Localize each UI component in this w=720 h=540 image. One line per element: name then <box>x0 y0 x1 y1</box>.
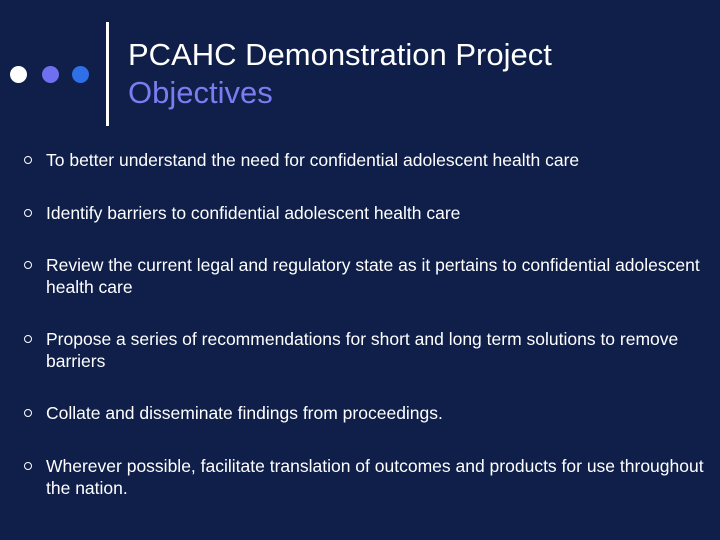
dot-blue <box>72 66 89 83</box>
slide-subtitle: Objectives <box>128 75 273 110</box>
bullet-text: To better understand the need for confidential adolescent health care <box>46 150 580 170</box>
slide-title: PCAHC Demonstration Project <box>128 37 552 72</box>
bullet-text: Review the current legal and regulatory state as it pertains to confidential adolescent health care <box>46 255 700 297</box>
decorative-dots <box>10 66 94 84</box>
bullet-text: Identify barriers to confidential adolescent health care <box>46 203 461 223</box>
title-block <box>128 36 552 112</box>
bullet-circle-icon <box>24 409 32 417</box>
bullet-circle-icon <box>24 335 32 343</box>
bullet-text: Wherever possible, facilitate translation of outcomes and products for use throughout the nation. <box>46 456 704 498</box>
bullet-text: Collate and disseminate findings from proceedings. <box>46 403 443 423</box>
title-divider <box>106 22 109 126</box>
bullet-circle-icon <box>24 209 32 217</box>
bullet-circle-icon <box>24 462 32 470</box>
bullet-circle-icon <box>24 156 32 164</box>
dot-white <box>10 66 27 83</box>
bullet-circle-icon <box>24 261 32 269</box>
bullet-text: Propose a series of recommendations for short and long term solutions to remove barriers <box>46 329 679 371</box>
dot-lavender <box>42 66 59 83</box>
